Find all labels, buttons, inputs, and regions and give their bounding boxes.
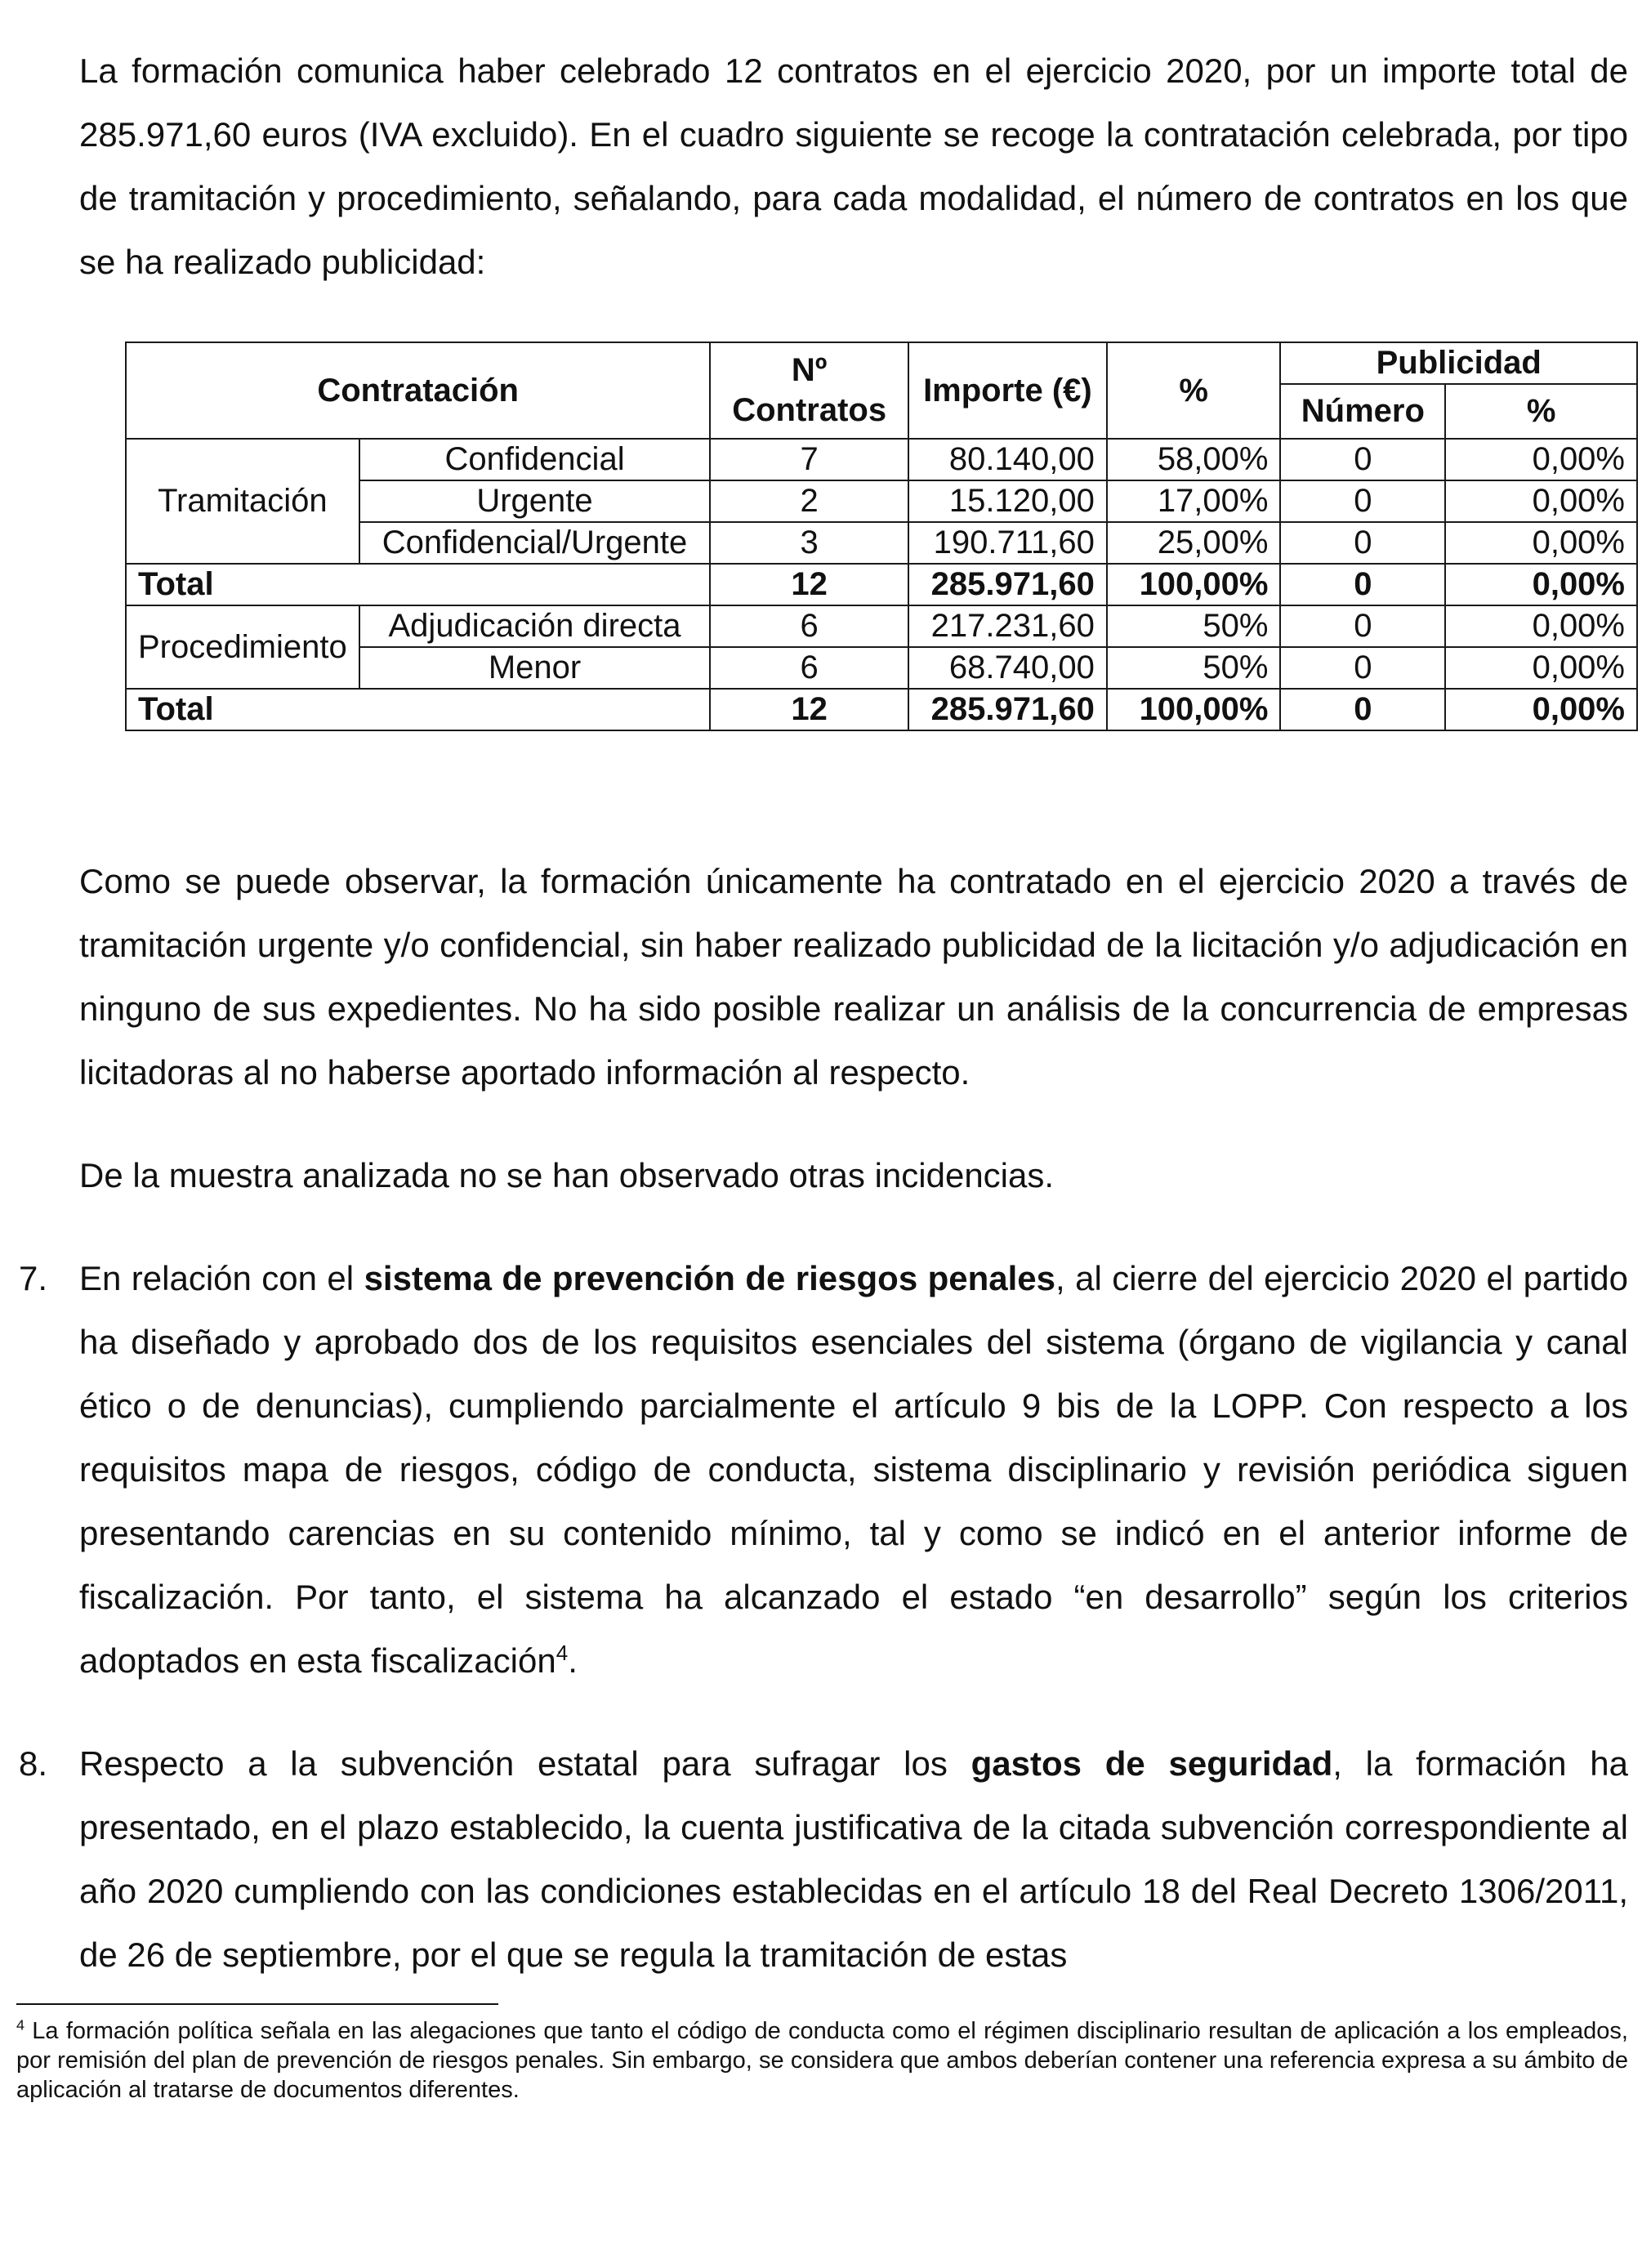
cell-pct: 58,00% — [1107, 439, 1281, 480]
cell-n: 7 — [710, 439, 908, 480]
contratacion-table — [125, 342, 1638, 731]
group-label-tramitacion: Tramitación — [126, 439, 359, 564]
cell-importe: 217.231,60 — [908, 605, 1107, 647]
cell-pct: 25,00% — [1107, 522, 1281, 564]
intro-paragraph: La formación comunica haber celebrado 12 contratos en el ejercicio 2020, por un importe total de 285.971,60 euros (IVA excluido). En el cuadro siguiente se recoge la contratación celebrada, por tipo de tramitación y procedimiento, señalando, para cada modalidad, el número de contratos en los que se ha realizado publicidad: — [79, 51, 1628, 281]
cell-tipo: Urgente — [359, 480, 711, 522]
item7-bold: sistema de prevención de riesgos penales — [364, 1259, 1056, 1297]
cell-tipo: Menor — [359, 647, 711, 689]
cell-pct: 17,00% — [1107, 480, 1281, 522]
cell-pub-pct: 0,00% — [1445, 605, 1637, 647]
cell-importe: 285.971,60 — [908, 689, 1107, 730]
header-pub-pct: % — [1445, 384, 1637, 439]
item8-suffix: , la formación ha presentado, en el plazo establecido, la cuenta justificativa de la citada subvención correspondiente al año 2020 cumpliendo con las condiciones establecidas en el artículo 18 del Real Decreto 1306/2011, de 26 de septiembre, por el que se regula la tramitación de estas — [79, 1744, 1628, 1974]
cell-n: 6 — [710, 605, 908, 647]
cell-importe: 285.971,60 — [908, 564, 1107, 605]
cell-importe: 80.140,00 — [908, 439, 1107, 480]
header-importe: Importe (€) — [908, 342, 1107, 439]
cell-n: 12 — [710, 689, 908, 730]
cell-total-label: Total — [126, 564, 710, 605]
cell-pub-n: 0 — [1280, 564, 1445, 605]
cell-pub-pct: 0,00% — [1445, 564, 1637, 605]
cell-importe: 68.740,00 — [908, 647, 1107, 689]
item8-paragraph — [79, 1732, 1628, 1987]
total-row-tramitacion — [126, 564, 1637, 605]
cell-n: 3 — [710, 522, 908, 564]
table-row — [126, 605, 1637, 647]
footnote — [16, 2016, 1628, 2105]
item7-end: . — [568, 1641, 578, 1680]
cell-pub-pct: 0,00% — [1445, 480, 1637, 522]
footnote-mark: 4 — [16, 2016, 25, 2034]
table-row — [126, 439, 1637, 480]
item8-prefix: Respecto a la subvención estatal para sufragar los — [79, 1744, 971, 1783]
observacion-paragraph: Como se puede observar, la formación únicamente ha contratado en el ejercicio 2020 a través de tramitación urgente y/o confidencial, sin haber realizado publicidad de la licitación y/o adjudicación en ninguno de sus expedientes. No ha sido posible realizar un análisis de la concurrencia de empresas licitadoras al no haberse aportado información al respecto. — [79, 862, 1628, 1092]
total-row-procedimiento — [126, 689, 1637, 730]
item8-number: 8. — [19, 1744, 48, 1783]
footnote-separator — [16, 2003, 498, 2005]
cell-tipo: Confidencial/Urgente — [359, 522, 711, 564]
footnote-text: La formación política señala en las alegaciones que tanto el código de conducta como el régimen disciplinario resultan de aplicación a los empleados, por remisión del plan de prevención de riesgos penales. Sin embargo, se considera que ambos deberían contener una referencia expresa a su ámbito de aplicación al tratarse de documentos diferentes. — [16, 2018, 1628, 2103]
header-pub-numero: Número — [1280, 384, 1445, 439]
cell-pct: 50% — [1107, 647, 1281, 689]
cell-n: 2 — [710, 480, 908, 522]
cell-pub-n: 0 — [1280, 605, 1445, 647]
group-label-procedimiento: Procedimiento — [126, 605, 359, 689]
cell-n: 6 — [710, 647, 908, 689]
item7-number: 7. — [19, 1259, 48, 1297]
cell-n: 12 — [710, 564, 908, 605]
cell-tipo: Confidencial — [359, 439, 711, 480]
cell-pub-n: 0 — [1280, 647, 1445, 689]
cell-total-label: Total — [126, 689, 710, 730]
item8-bold: gastos de seguridad — [971, 1744, 1333, 1783]
item7-prefix: En relación con el — [79, 1259, 364, 1297]
item7-suffix: , al cierre del ejercicio 2020 el partido ha diseñado y aprobado dos de los requisitos esenciales del sistema (órgano de vigilancia y canal ético o de denuncias), cumpliendo parcialmente el artículo 9 bis de la LOPP. Con respecto a los requisitos mapa de riesgos, código de conducta, sistema disciplinario y revisión periódica siguen presentando carencias en su contenido mínimo, tal y como se indicó en el anterior informe de fiscalización. Por tanto, el sistema ha alcanzado el estado “en desarrollo” según los criterios adoptados en esta fiscalización — [79, 1259, 1628, 1680]
footnote-reference[interactable]: 4 — [556, 1641, 569, 1665]
item7-paragraph — [79, 1247, 1628, 1693]
header-n-contratos-line1: Nº — [791, 352, 828, 388]
cell-pct: 100,00% — [1107, 564, 1281, 605]
cell-pub-pct: 0,00% — [1445, 647, 1637, 689]
cell-pub-n: 0 — [1280, 439, 1445, 480]
table-header-row — [126, 342, 1637, 384]
cell-pct: 50% — [1107, 605, 1281, 647]
cell-importe: 15.120,00 — [908, 480, 1107, 522]
cell-importe: 190.711,60 — [908, 522, 1107, 564]
header-n-contratos — [710, 342, 908, 439]
cell-pub-n: 0 — [1280, 522, 1445, 564]
cell-pub-n: 0 — [1280, 689, 1445, 730]
cell-pub-n: 0 — [1280, 480, 1445, 522]
muestra-paragraph: De la muestra analizada no se han observado otras incidencias. — [79, 1156, 1055, 1194]
header-contratacion: Contratación — [126, 342, 710, 439]
cell-tipo: Adjudicación directa — [359, 605, 711, 647]
cell-pct: 100,00% — [1107, 689, 1281, 730]
header-n-contratos-line2: Contratos — [732, 392, 887, 428]
header-pct: % — [1107, 342, 1281, 439]
cell-pub-pct: 0,00% — [1445, 522, 1637, 564]
header-publicidad: Publicidad — [1280, 342, 1637, 384]
cell-pub-pct: 0,00% — [1445, 689, 1637, 730]
cell-pub-pct: 0,00% — [1445, 439, 1637, 480]
